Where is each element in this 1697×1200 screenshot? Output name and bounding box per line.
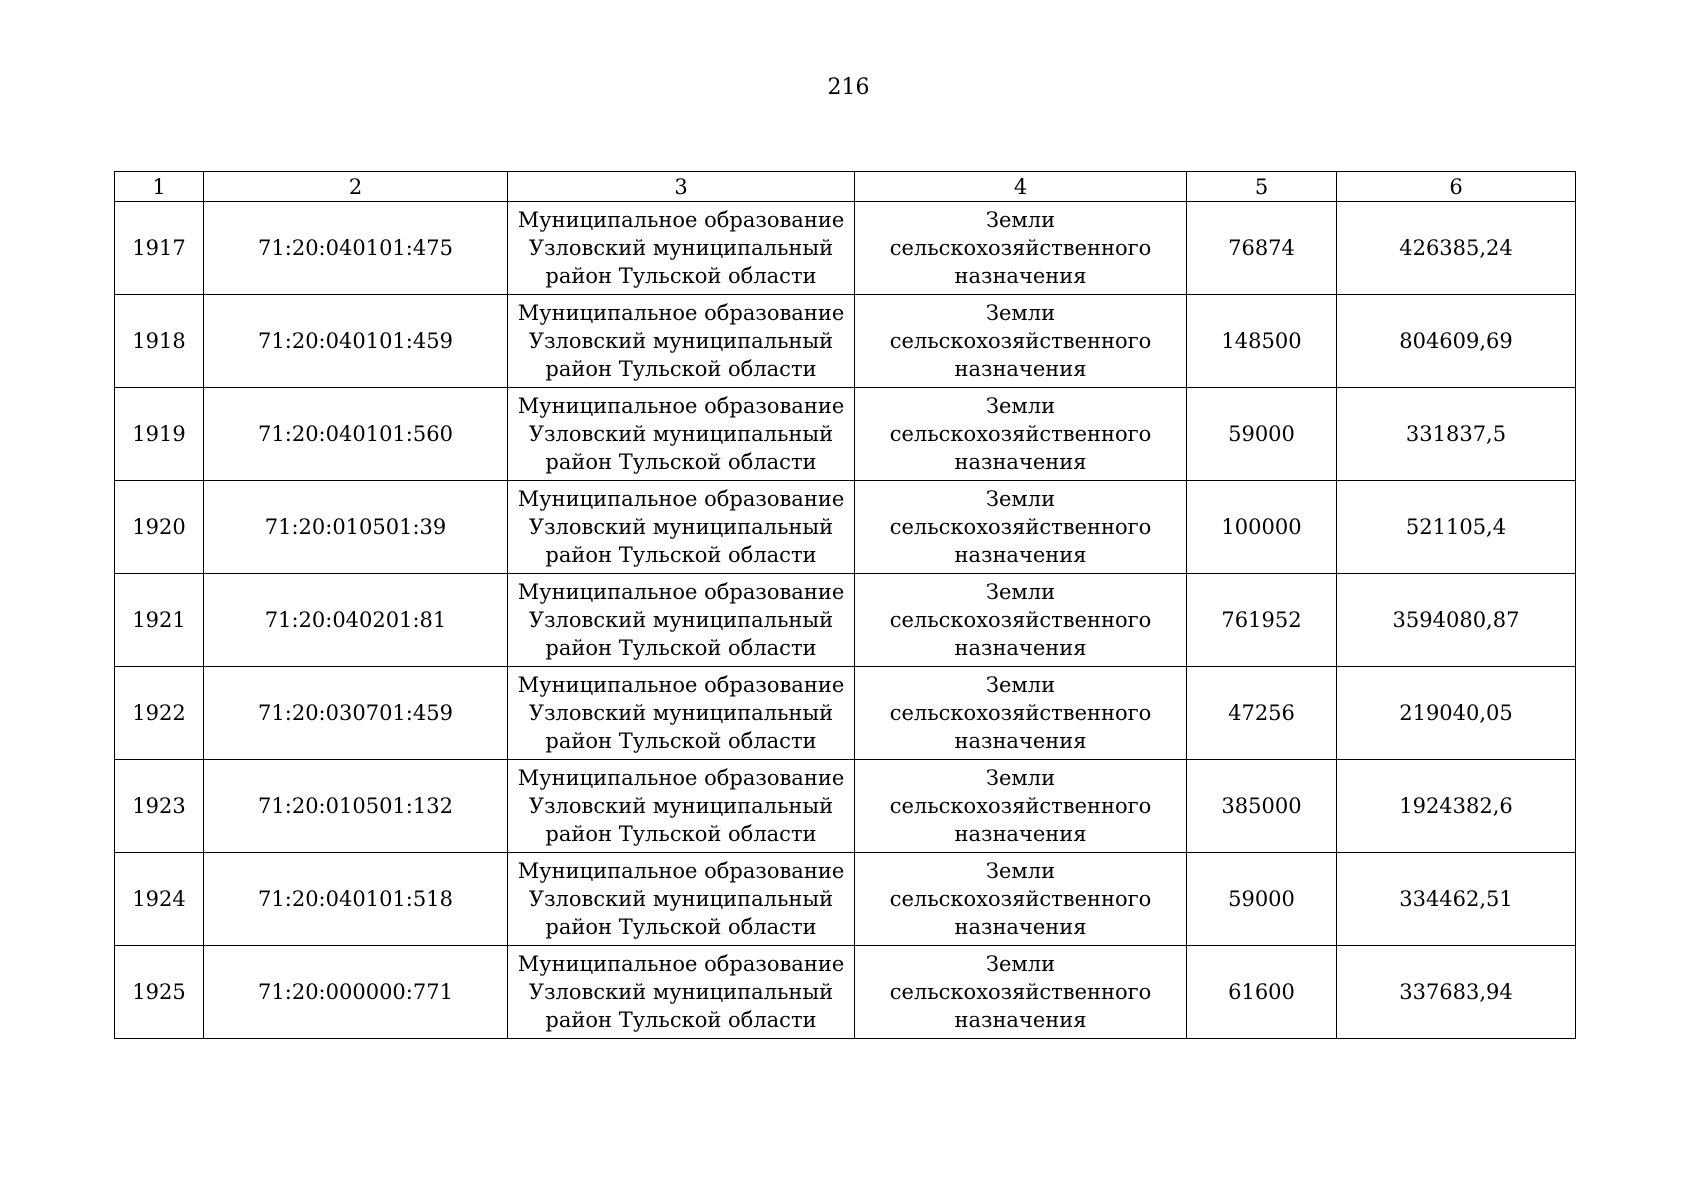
- cell-land-category: [855, 574, 1187, 667]
- cell-land-category-line: сельскохозяйственного: [889, 329, 1152, 353]
- cell-owner-line: район Тульской области: [545, 822, 817, 846]
- cell-row-number: 1919: [115, 388, 204, 481]
- cell-cadastral-value: 804609,69: [1337, 295, 1576, 388]
- cell-owner-line: Муниципальное образование: [517, 952, 845, 976]
- cell-area: 59000: [1187, 388, 1337, 481]
- cell-owner-line: Муниципальное образование: [517, 580, 845, 604]
- cell-row-number: 1923: [115, 760, 204, 853]
- cell-owner-line: Муниципальное образование: [517, 394, 845, 418]
- cell-land-category-line: сельскохозяйственного: [889, 236, 1152, 260]
- cell-land-category: [855, 295, 1187, 388]
- cell-land-category-line: назначения: [954, 636, 1087, 660]
- cell-land-category-line: сельскохозяйственного: [889, 515, 1152, 539]
- cell-land-category-line: Земли: [985, 487, 1056, 511]
- column-header-6: 6: [1337, 172, 1576, 202]
- table-row: [115, 295, 1576, 388]
- cell-owner-line: Муниципальное образование: [517, 208, 845, 232]
- cell-owner-line: Муниципальное образование: [517, 301, 845, 325]
- cell-land-category-line: сельскохозяйственного: [889, 701, 1152, 725]
- cell-cadastral-number: 71:20:000000:771: [204, 946, 508, 1039]
- table-row: [115, 946, 1576, 1039]
- cell-owner: [508, 853, 855, 946]
- cell-owner: [508, 760, 855, 853]
- cell-cadastral-number: 71:20:030701:459: [204, 667, 508, 760]
- cell-land-category-line: Земли: [985, 859, 1056, 883]
- cell-owner-line: Муниципальное образование: [517, 859, 845, 883]
- cell-row-number: 1918: [115, 295, 204, 388]
- cell-owner-line: Узловский муниципальный: [528, 608, 834, 632]
- cell-row-number: 1925: [115, 946, 204, 1039]
- cell-cadastral-value: 3594080,87: [1337, 574, 1576, 667]
- column-header-4: 4: [855, 172, 1187, 202]
- cell-owner: [508, 946, 855, 1039]
- cell-owner-line: Муниципальное образование: [517, 487, 845, 511]
- cell-owner-line: Узловский муниципальный: [528, 329, 834, 353]
- table-row: [115, 202, 1576, 295]
- cell-cadastral-value: 337683,94: [1337, 946, 1576, 1039]
- cell-row-number: 1917: [115, 202, 204, 295]
- cell-land-category-line: назначения: [954, 822, 1087, 846]
- table-row: [115, 481, 1576, 574]
- cell-land-category-line: сельскохозяйственного: [889, 887, 1152, 911]
- cell-land-category-line: Земли: [985, 673, 1056, 697]
- cell-land-category-line: Земли: [985, 394, 1056, 418]
- cell-owner-line: Узловский муниципальный: [528, 887, 834, 911]
- cell-land-category-line: назначения: [954, 915, 1087, 939]
- cell-area: 76874: [1187, 202, 1337, 295]
- cell-land-category-line: сельскохозяйственного: [889, 422, 1152, 446]
- cell-owner: [508, 574, 855, 667]
- cell-cadastral-number: 71:20:010501:39: [204, 481, 508, 574]
- cell-land-category: [855, 202, 1187, 295]
- table-body: [115, 202, 1576, 1039]
- cell-cadastral-number: 71:20:040101:459: [204, 295, 508, 388]
- cell-owner-line: район Тульской области: [545, 357, 817, 381]
- cell-area: 59000: [1187, 853, 1337, 946]
- cell-land-category-line: сельскохозяйственного: [889, 980, 1152, 1004]
- cell-cadastral-value: 1924382,6: [1337, 760, 1576, 853]
- header-row: [115, 172, 1576, 202]
- cell-land-category: [855, 667, 1187, 760]
- cell-owner-line: Узловский муниципальный: [528, 422, 834, 446]
- cell-cadastral-value: 334462,51: [1337, 853, 1576, 946]
- table-row: [115, 853, 1576, 946]
- cell-land-category-line: назначения: [954, 264, 1087, 288]
- cell-owner: [508, 667, 855, 760]
- cell-cadastral-value: 219040,05: [1337, 667, 1576, 760]
- cell-land-category: [855, 853, 1187, 946]
- cell-area: 385000: [1187, 760, 1337, 853]
- cell-owner: [508, 388, 855, 481]
- cell-land-category: [855, 946, 1187, 1039]
- cell-owner-line: Муниципальное образование: [517, 673, 845, 697]
- cell-owner-line: район Тульской области: [545, 636, 817, 660]
- cell-row-number: 1922: [115, 667, 204, 760]
- table-row: [115, 760, 1576, 853]
- cell-land-category-line: назначения: [954, 543, 1087, 567]
- column-header-1: 1: [115, 172, 204, 202]
- cell-owner-line: Узловский муниципальный: [528, 980, 834, 1004]
- cell-owner-line: район Тульской области: [545, 264, 817, 288]
- cell-land-category-line: сельскохозяйственного: [889, 794, 1152, 818]
- cell-cadastral-number: 71:20:040101:518: [204, 853, 508, 946]
- cell-owner-line: район Тульской области: [545, 915, 817, 939]
- cell-owner-line: район Тульской области: [545, 729, 817, 753]
- cell-cadastral-value: 331837,5: [1337, 388, 1576, 481]
- cell-owner: [508, 295, 855, 388]
- cell-cadastral-value: 426385,24: [1337, 202, 1576, 295]
- cell-row-number: 1921: [115, 574, 204, 667]
- cell-row-number: 1920: [115, 481, 204, 574]
- column-header-3: 3: [508, 172, 855, 202]
- table-row: [115, 388, 1576, 481]
- cell-cadastral-number: 71:20:040101:475: [204, 202, 508, 295]
- cell-land-category: [855, 388, 1187, 481]
- cell-owner-line: Узловский муниципальный: [528, 236, 834, 260]
- cell-owner-line: район Тульской области: [545, 543, 817, 567]
- cell-area: 100000: [1187, 481, 1337, 574]
- cell-land-category-line: Земли: [985, 301, 1056, 325]
- cell-land-category-line: сельскохозяйственного: [889, 608, 1152, 632]
- table-row: [115, 574, 1576, 667]
- cell-owner-line: Муниципальное образование: [517, 766, 845, 790]
- cell-owner: [508, 202, 855, 295]
- registry-table: [114, 171, 1576, 1039]
- cell-land-category-line: назначения: [954, 1008, 1087, 1032]
- cell-owner-line: район Тульской области: [545, 1008, 817, 1032]
- cell-owner-line: Узловский муниципальный: [528, 515, 834, 539]
- cell-land-category: [855, 481, 1187, 574]
- cell-land-category-line: назначения: [954, 729, 1087, 753]
- cell-area: 47256: [1187, 667, 1337, 760]
- cell-owner-line: Узловский муниципальный: [528, 701, 834, 725]
- column-header-5: 5: [1187, 172, 1337, 202]
- cell-row-number: 1924: [115, 853, 204, 946]
- cell-land-category-line: Земли: [985, 952, 1056, 976]
- cell-area: 761952: [1187, 574, 1337, 667]
- cell-cadastral-number: 71:20:010501:132: [204, 760, 508, 853]
- cell-cadastral-value: 521105,4: [1337, 481, 1576, 574]
- cell-land-category-line: назначения: [954, 450, 1087, 474]
- cell-owner-line: Узловский муниципальный: [528, 794, 834, 818]
- cell-area: 148500: [1187, 295, 1337, 388]
- cell-cadastral-number: 71:20:040201:81: [204, 574, 508, 667]
- page-number: 216: [827, 75, 870, 100]
- table-header: [115, 172, 1576, 202]
- cell-area: 61600: [1187, 946, 1337, 1039]
- cell-owner: [508, 481, 855, 574]
- cell-land-category-line: Земли: [985, 580, 1056, 604]
- table-row: [115, 667, 1576, 760]
- cell-land-category-line: Земли: [985, 766, 1056, 790]
- column-header-2: 2: [204, 172, 508, 202]
- cell-land-category: [855, 760, 1187, 853]
- cell-owner-line: район Тульской области: [545, 450, 817, 474]
- cell-land-category-line: назначения: [954, 357, 1087, 381]
- cell-land-category-line: Земли: [985, 208, 1056, 232]
- cell-cadastral-number: 71:20:040101:560: [204, 388, 508, 481]
